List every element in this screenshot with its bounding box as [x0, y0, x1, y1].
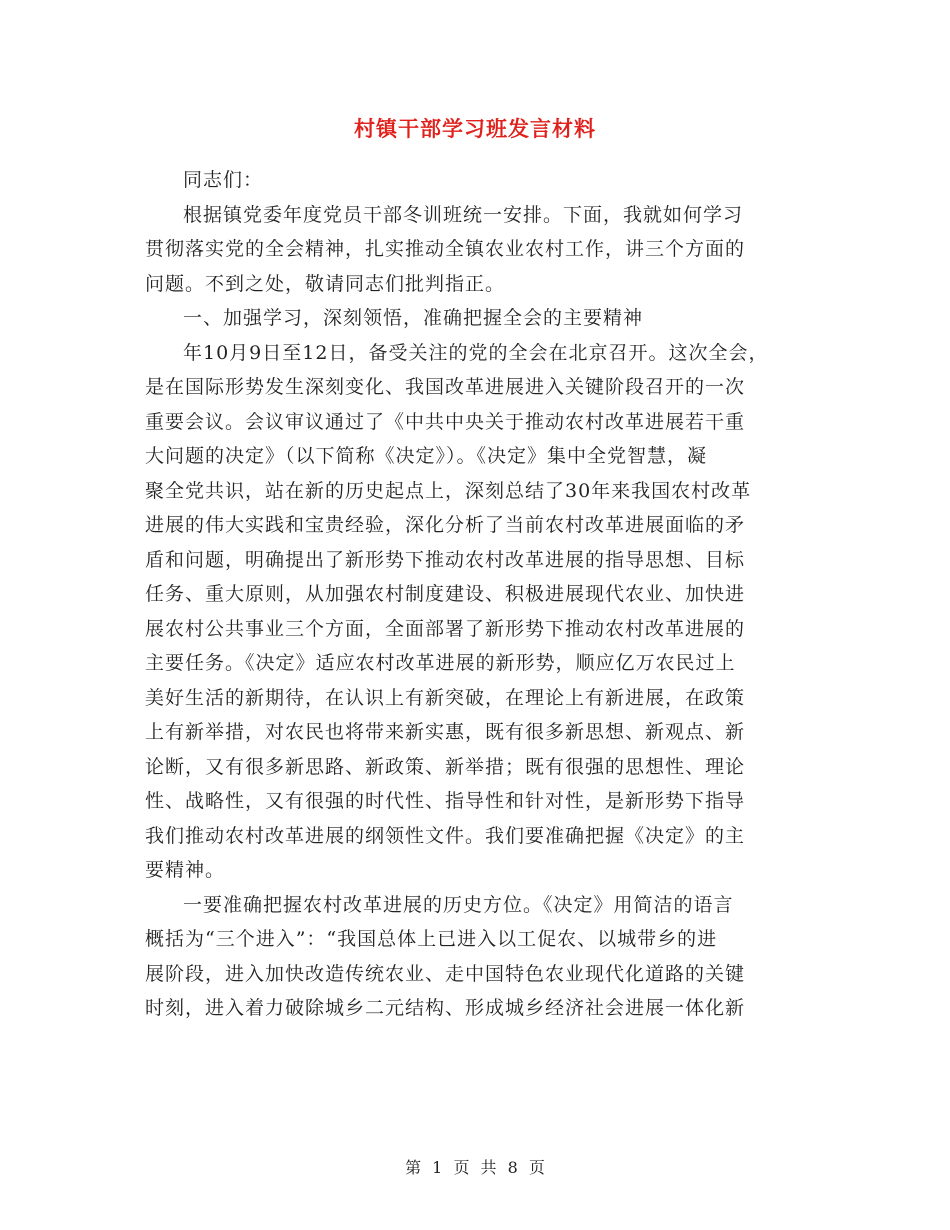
paragraph-line: 根据镇党委年度党员干部冬训班统一安排。下面，我就如何学习	[183, 203, 744, 226]
paragraph-line: 论断，又有很多新思路、新政策、新举措；既有很强的思想性、理论	[145, 755, 746, 778]
paragraph-line: 聚全党共识，站在新的历史起点上，深刻总结了30年来我国农村改革	[145, 479, 752, 502]
paragraph-line: 展阶段，进入加快改造传统农业、走中国特色农业现代化道路的关键	[145, 962, 746, 985]
paragraph-line: 主要任务。《决定》适应农村改革进展的新形势，顺应亿万农民过上	[145, 652, 736, 674]
paragraph-line: 重要会议。会议审议通过了《中共中央关于推动农村改革进展若干重	[145, 410, 746, 433]
document-title: 村镇干部学习班发言材料	[354, 116, 596, 141]
paragraph-line: 美好生活的新期待，在认识上有新突破，在理论上有新进展，在政策	[145, 686, 746, 709]
paragraph-line: 大问题的决定》（以下简称《决定》）。《决定》集中全党智慧，凝	[145, 445, 708, 467]
document-body	[145, 163, 835, 1026]
paragraph-line: 年10月9日至12日，备受关注的党的全会在北京召开。这次全会，	[183, 341, 769, 364]
paragraph-line: 任务、重大原则，从加强农村制度建设、积极进展现代农业、加快进	[145, 583, 746, 605]
paragraph-line: 是在国际形势发生深刻变化、我国改革进展进入关键阶段召开的一次	[145, 376, 746, 398]
paragraph-line: 我们推动农村改革进展的纲领性文件。我们要准确把握《决定》的主	[145, 824, 746, 847]
paragraph-line: 时刻，进入着力破除城乡二元结构、形成城乡经济社会进展一体化新	[145, 997, 746, 1019]
paragraph-line: 一要准确把握农村改革进展的历史方位。《决定》用简洁的语言	[183, 893, 734, 916]
paragraph-line: 性、战略性，又有很强的时代性、指导性和针对性，是新形势下指导	[145, 790, 746, 812]
paragraph-line: 盾和问题，明确提出了新形势下推动农村改革进展的指导思想、目标	[145, 548, 746, 571]
salutation: 同志们：	[183, 169, 264, 191]
page-footer: 第 1 页 共 8 页	[405, 1158, 545, 1177]
paragraph-line: 进展的伟大实践和宝贵经验，深化分析了当前农村改革进展面临的矛	[145, 514, 746, 536]
paragraph-line: 上有新举措，对农民也将带来新实惠，既有很多新思想、新观点、新	[145, 721, 746, 743]
paragraph-line: 概括为“三个进入”：“我国总体上已进入以工促农、以城带乡的进	[145, 928, 718, 950]
section-heading: 一、加强学习，深刻领悟，准确把握全会的主要精神	[183, 307, 644, 329]
paragraph-line: 贯彻落实党的全会精神，扎实推动全镇农业农村工作，讲三个方面的	[145, 238, 746, 260]
paragraph-line: 问题。不到之处，敬请同志们批判指正。	[145, 272, 506, 295]
paragraph-line: 展农村公共事业三个方面，全面部署了新形势下推动农村改革进展的	[145, 617, 746, 640]
paragraph-line: 要精神。	[145, 859, 226, 881]
